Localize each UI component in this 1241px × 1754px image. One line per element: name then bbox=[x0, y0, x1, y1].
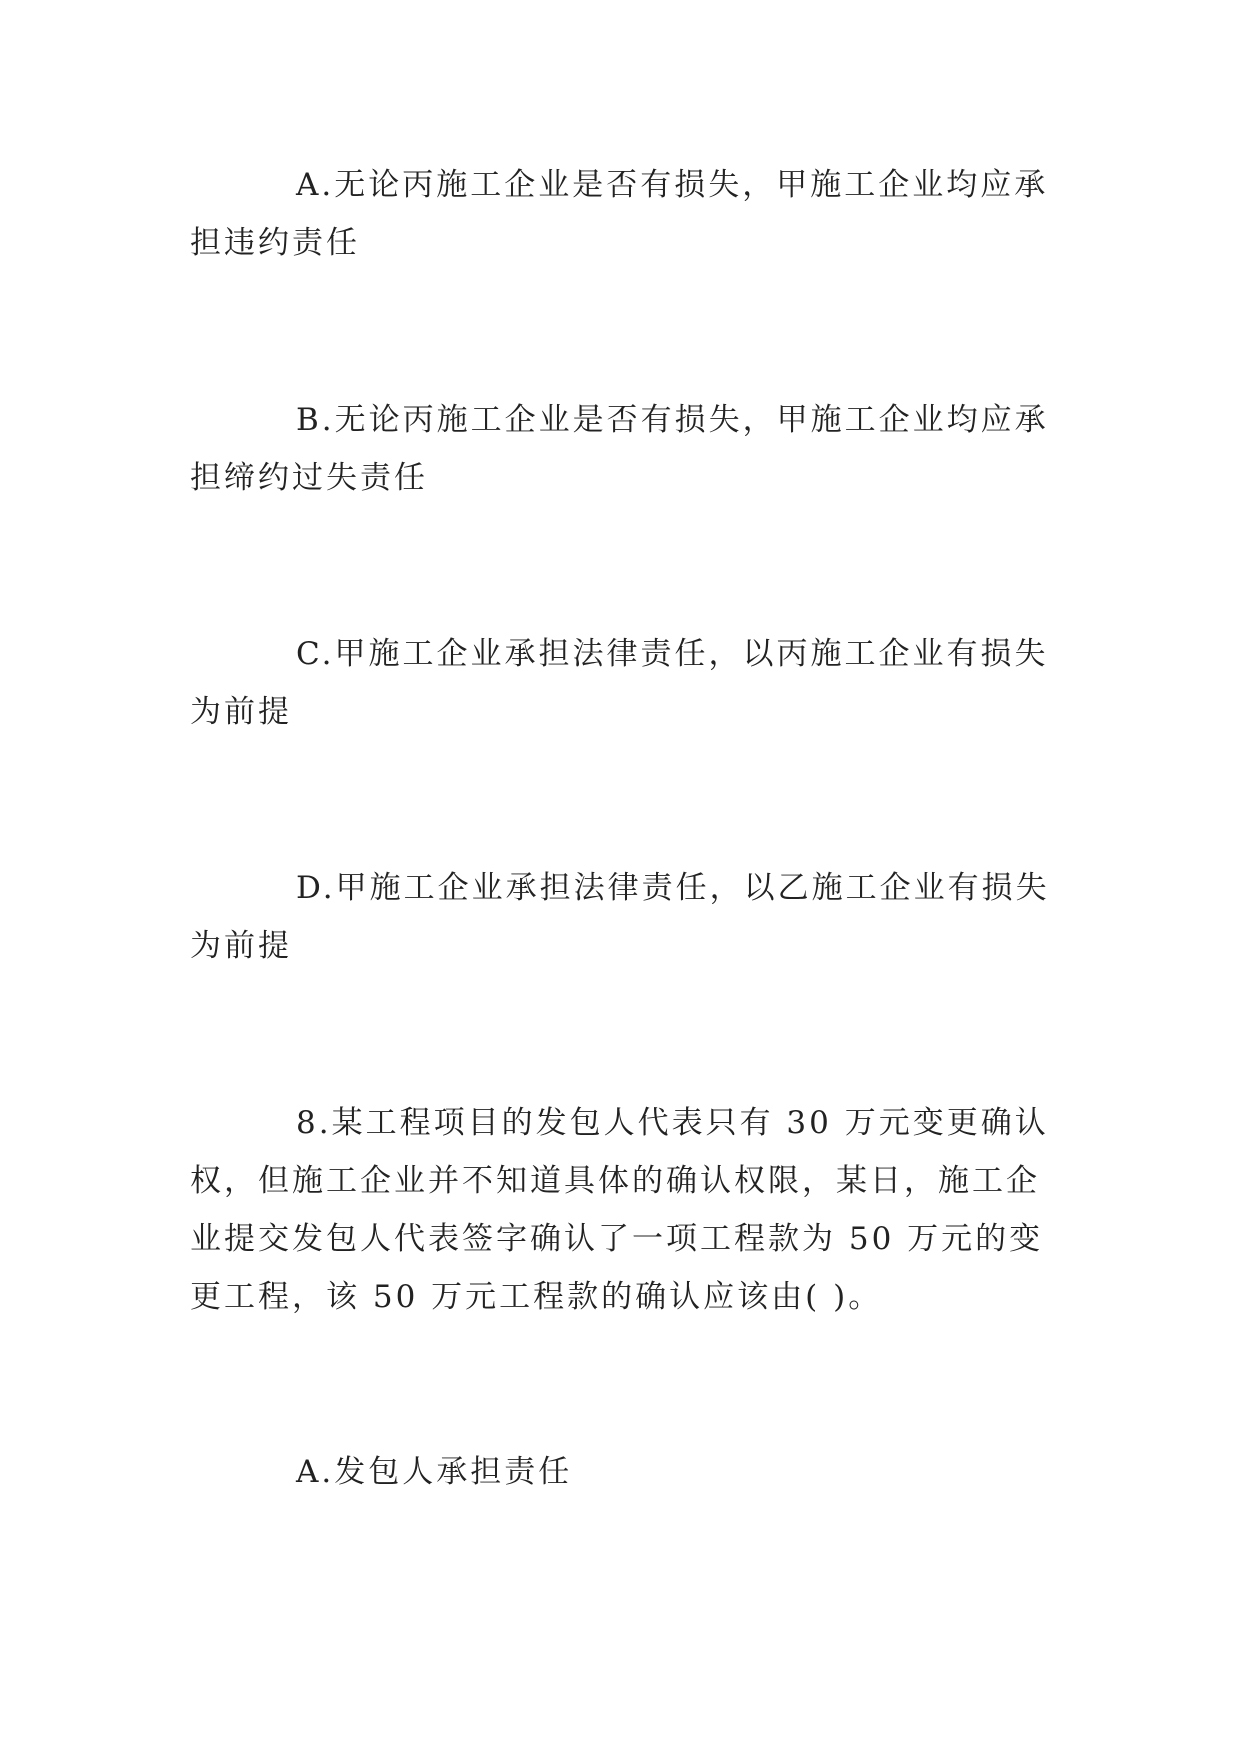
question-8-option-a-paragraph: A.发包人承担责任 bbox=[296, 1454, 573, 1490]
option-c-paragraph: C.甲施工企业承担法律责任，以丙施工企业有损失为前提 bbox=[190, 636, 1049, 730]
option-d-paragraph: D.甲施工企业承担法律责任，以乙施工企业有损失为前提 bbox=[190, 870, 1050, 964]
option-a-paragraph: A.无论丙施工企业是否有损失，甲施工企业均应承担违约责任 bbox=[190, 167, 1049, 261]
question-8-paragraph: 8.某工程项目的发包人代表只有 30 万元变更确认权，但施工企业并不知道具体的确认权限，某日，施工企业提交发包人代表签字确认了一项工程款为 50 万元的变更工程，该 50 万元工程款的确认应该由( )。 bbox=[190, 1105, 1049, 1315]
option-b-paragraph: B.无论丙施工企业是否有损失，甲施工企业均应承担缔约过失责任 bbox=[190, 402, 1049, 496]
